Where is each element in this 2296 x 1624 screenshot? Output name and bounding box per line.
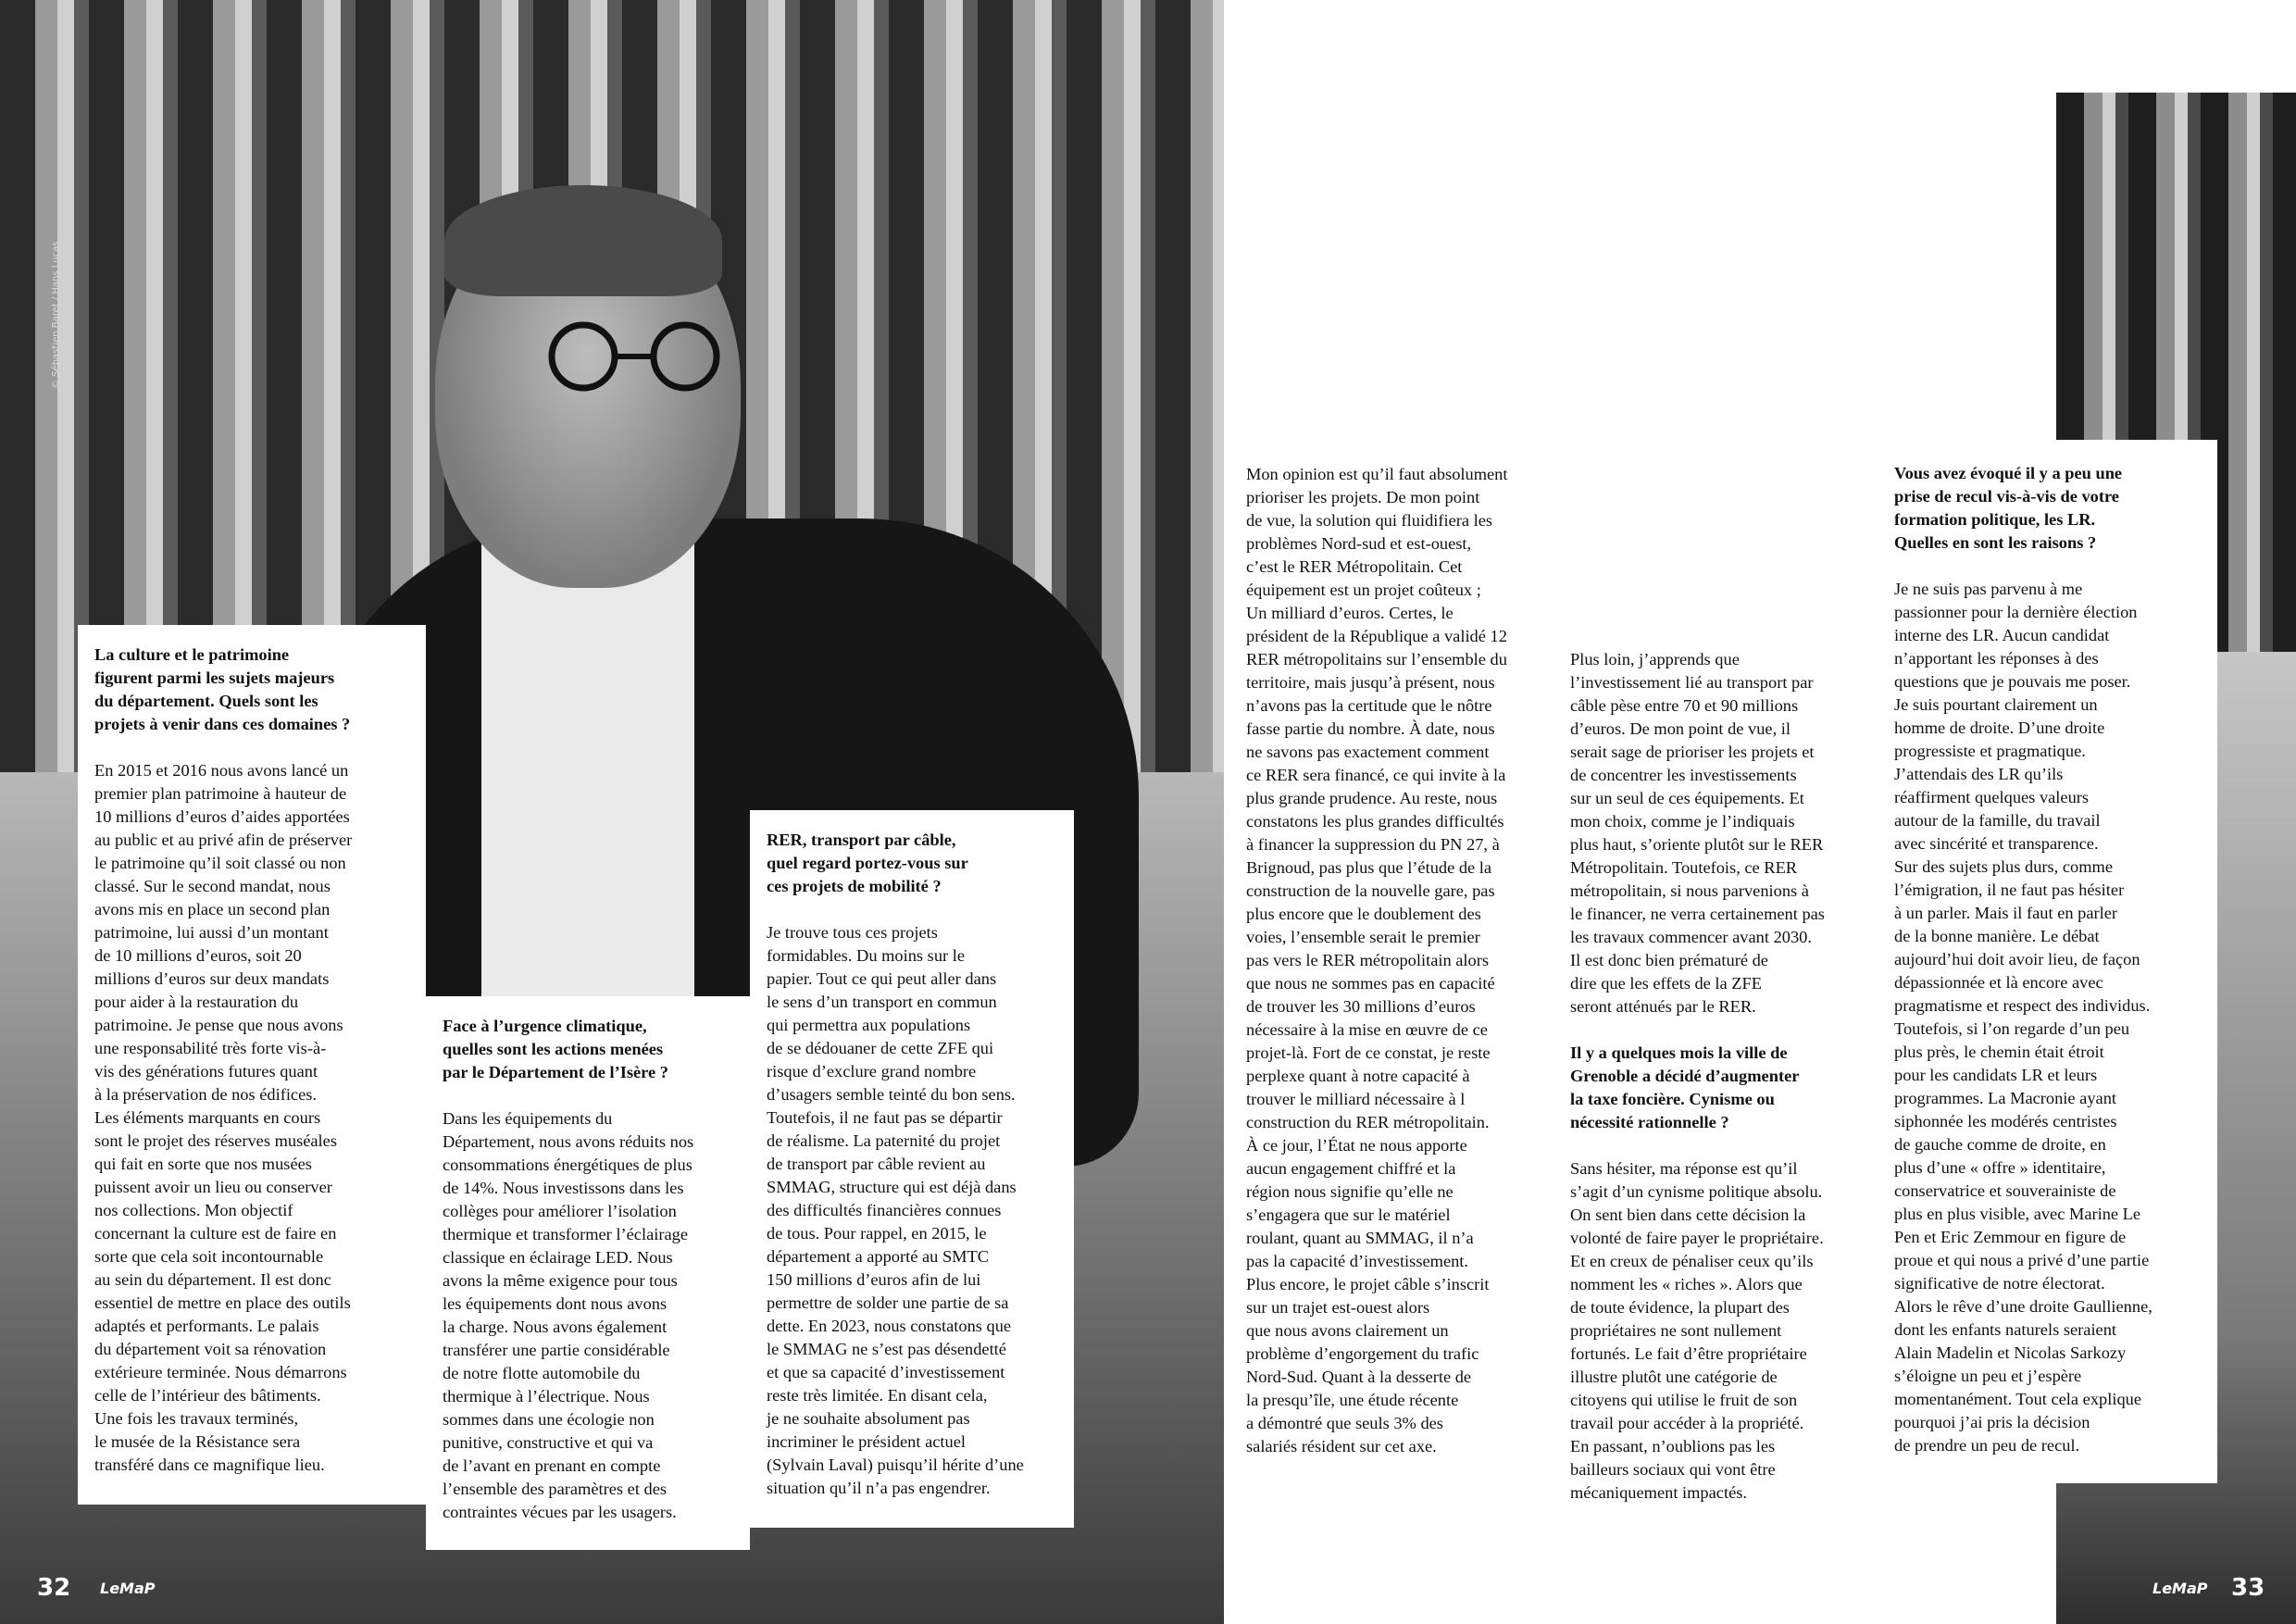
column-2	[1570, 648, 1871, 1505]
photo-credit: © Sébastien Baret / Hans Lucas	[51, 241, 61, 389]
answer: Sans hésiter, ma réponse est qu’il s’agit d’un cynisme politique absolu. On sent bien dans cette décision la volonté de faire payer le propriétaire. Et en creux de pénaliser ceux qu’ils nomment les « riches ». Alors que de toute évidence, la plupart des propriétaires ne sont nullement fortunés. Le fait d’être propriétaire illustre plutôt une catégorie de citoyens qui utilise le fruit de son travail pour accéder à la propriété. En passant, n’oublions pas les bailleurs sociaux qui vont être mécaniquement impactés.	[1570, 1159, 1824, 1502]
interview-box-mobility	[750, 810, 1074, 1528]
brand-logo-left: LeMaP	[100, 1580, 156, 1597]
answer: Je trouve tous ces projets formidables. Du moins sur le papier. Tout ce qui peut aller dans le sens d’un transport en commun qui permettra aux populations de se dédouaner de cette ZFE qui risque d’exclure grand nombre d’usagers semble teinté du bon sens. Toutefois, il ne faut pas se départir de réalisme. La paternité du projet de transport par câble revient au SMMAG, structure qui est déjà dans des difficultés financières connues de tous. Pour rappel, en 2015, le département a apporté au SMTC 150 millions d’euros afin de lui permettre de solder une partie de sa dette. En 2023, nous constatons que le SMMAG ne s’est pas désendetté et que sa capacité d’investissement reste très limitée. En disant cela, je ne souhaite absolument pas incriminer le président actuel (Sylvain Laval) puisqu’il hérite d’une situation qu’il n’a pas engendrer.	[767, 923, 1024, 1497]
question: RER, transport par câble, quel regard portez-vous sur ces projets de mobilité ?	[767, 831, 968, 895]
answer: Je ne suis pas parvenu à me passionner pour la dernière élection interne des LR. Aucun candidat n’apportant les réponses à des questions que je pouvais me poser. Je suis pourtant clairement un homme de droite. D’une droite progressiste et pragmatique. J’attendais des LR qu’ils réaffirment quelques valeurs autour de la famille, du travail avec sincérité et transparence. Sur des sujets plus durs, comme l’émigration, il ne faut pas hésiter à un parler. Mais il faut en parler de la bonne manière. Le débat aujourd’hui doit avoir lieu, de façon dépassionnée et là encore avec pragmatisme et respect des individus. Toutefois, si l’on regarde d’un peu plus près, le chemin était étroit pour les candidats LR et leurs programmes. La Macronie ayant siphonnée les modérés centristes de gauche comme de droite, en plus d’une « offre » identitaire, conservatrice et souverainiste de plus en plus visible, avec Marine Le Pen et Eric Zemmour en figure de proue et qui nous a privé d’une partie significative de notre électorat. Alors le rêve d’une droite Gaullienne, dont les enfants naturels seraient Alain Madelin et Nicolas Sarkozy s’éloigne un peu et j’espère momentanément. Tout cela explique pourquoi j’ai pris la décision de prendre un peu de recul.	[1894, 580, 2152, 1455]
question: La culture et le patrimoine figurent parmi les sujets majeurs du département. Quels sont les projets à venir dans ces domaines ?	[94, 645, 351, 733]
answer: En 2015 et 2016 nous avons lancé un premier plan patrimoine à hauteur de 10 millions d’euros d’aides apportées au public et au privé afin de préserver le patrimoine qu’il soit classé ou non classé. Sur le second mandat, nous avons mis en place un second plan patrimoine, lui aussi d’un montant de 10 millions d’euros, soit 20 millions d’euros sur deux mandats pour aider à la restauration du patrimoine. Je pense que nous avons une responsabilité très forte vis-à- vis des générations futures quant à la préservation de nos édifices. Les éléments marquants en cours sont le projet des réserves muséales qui fait en sorte que nos musées puissent avoir un lieu ou conserver nos collections. Mon objectif concernant la culture est de faire en sorte que cela soit incontournable au sein du département. Il est donc essentiel de mettre en place des outils adaptés et performants. Le palais du département voit sa rénovation extérieure terminée. Nous démarrons celle de l’intérieur des bâtiments. Une fois les travaux terminés, le musée de la Résistance sera transféré dans ce magnifique lieu.	[94, 761, 353, 1474]
brand-logo-right: LeMaP	[2152, 1580, 2208, 1597]
interview-box-climate	[426, 996, 750, 1550]
glasses	[528, 319, 750, 394]
hair	[444, 185, 722, 296]
interview-box-culture	[78, 625, 426, 1505]
question: Il y a quelques mois la ville de Grenoble a décidé d’augmenter la taxe foncière. Cynisme ou nécessité rationnelle ?	[1570, 1043, 1800, 1131]
page-number-left: 32	[37, 1574, 71, 1602]
column-1	[1246, 463, 1561, 1458]
page-number-right: 33	[2231, 1574, 2265, 1602]
answer: Dans les équipements du Département, nous avons réduits nos consommations énergétiques de plus de 14%. Nous investissons dans les collèges pour améliorer l’isolation thermique et transformer l’éclairage classique en éclairage LED. Nous avons la même exigence pour tous les équipements dont nous avons la charge. Nous avons également transférer une partie considérable de notre flotte automobile du thermique à l’électrique. Nous sommes dans une écologie non punitive, constructive et qui va de l’avant en prenant en compte l’ensemble des paramètres et des contraintes vécues par les usagers.	[443, 1109, 694, 1521]
question: Face à l’urgence climatique, quelles sont les actions menées par le Département de l’Isère ?	[443, 1017, 668, 1081]
interview-box-lr	[1879, 440, 2217, 1483]
answer: Mon opinion est qu’il faut absolument prioriser les projets. De mon point de vue, la solution qui fluidifiera les problèmes Nord-sud et est-ouest, c’est le RER Métropolitain. Cet équipement est un projet coûteux ; Un milliard d’euros. Certes, le président de la République a validé 12 RER métropolitains sur l’ensemble du territoire, mais jusqu’à présent, nous n’avons pas la certitude que le nôtre fasse partie du nombre. À date, nous ne savons pas exactement comment ce RER sera financé, ce qui invite à la plus grande prudence. Au reste, nous constatons les plus grandes difficultés à financer la suppression du PN 27, à Brignoud, pas plus que l’étude de la construction de la nouvelle gare, pas plus encore que le doublement des voies, l’ensemble serait le premier pas vers le RER métropolitain alors que nous ne sommes pas en capacité de trouver les 30 millions d’euros nécessaire à la mise en œuvre de ce projet-là. Fort de ce constat, je reste perplexe quant à notre capacité à trouver le milliard nécessaire à l construction du RER métropolitain. À ce jour, l’État ne nous apporte aucun engagement chiffré et la région nous signifie qu’elle ne s’engagera que sur le matériel roulant, quant au SMMAG, il n’a pas la capacité d’investissement. Plus encore, le projet câble s’inscrit sur un trajet est-ouest alors que nous avons clairement un problème d’engorgement du trafic Nord-Sud. Quant à la desserte de la presqu’île, une étude récente a démontré que seuls 3% des salariés résident sur cet axe.	[1246, 465, 1508, 1455]
question: Vous avez évoqué il y a peu une prise de recul vis-à-vis de votre formation politique, les LR. Quelles en sont les raisons ?	[1894, 464, 2123, 552]
answer: Plus loin, j’apprends que l’investissement lié au transport par câble pèse entre 70 et 90 millions d’euros. De mon point de vue, il serait sage de prioriser les projets et de concentrer les investissements sur un seul de ces équipements. Et mon choix, comme je l’indiquais plus haut, s’oriente plutôt sur le RER Métropolitain. Toutefois, ce RER métropolitain, si nous parvenions à le financer, ne verra certainement pas les travaux commencer avant 2030. Il est donc bien prématuré de dire que les effets de la ZFE seront atténués par le RER.	[1570, 650, 1825, 1016]
